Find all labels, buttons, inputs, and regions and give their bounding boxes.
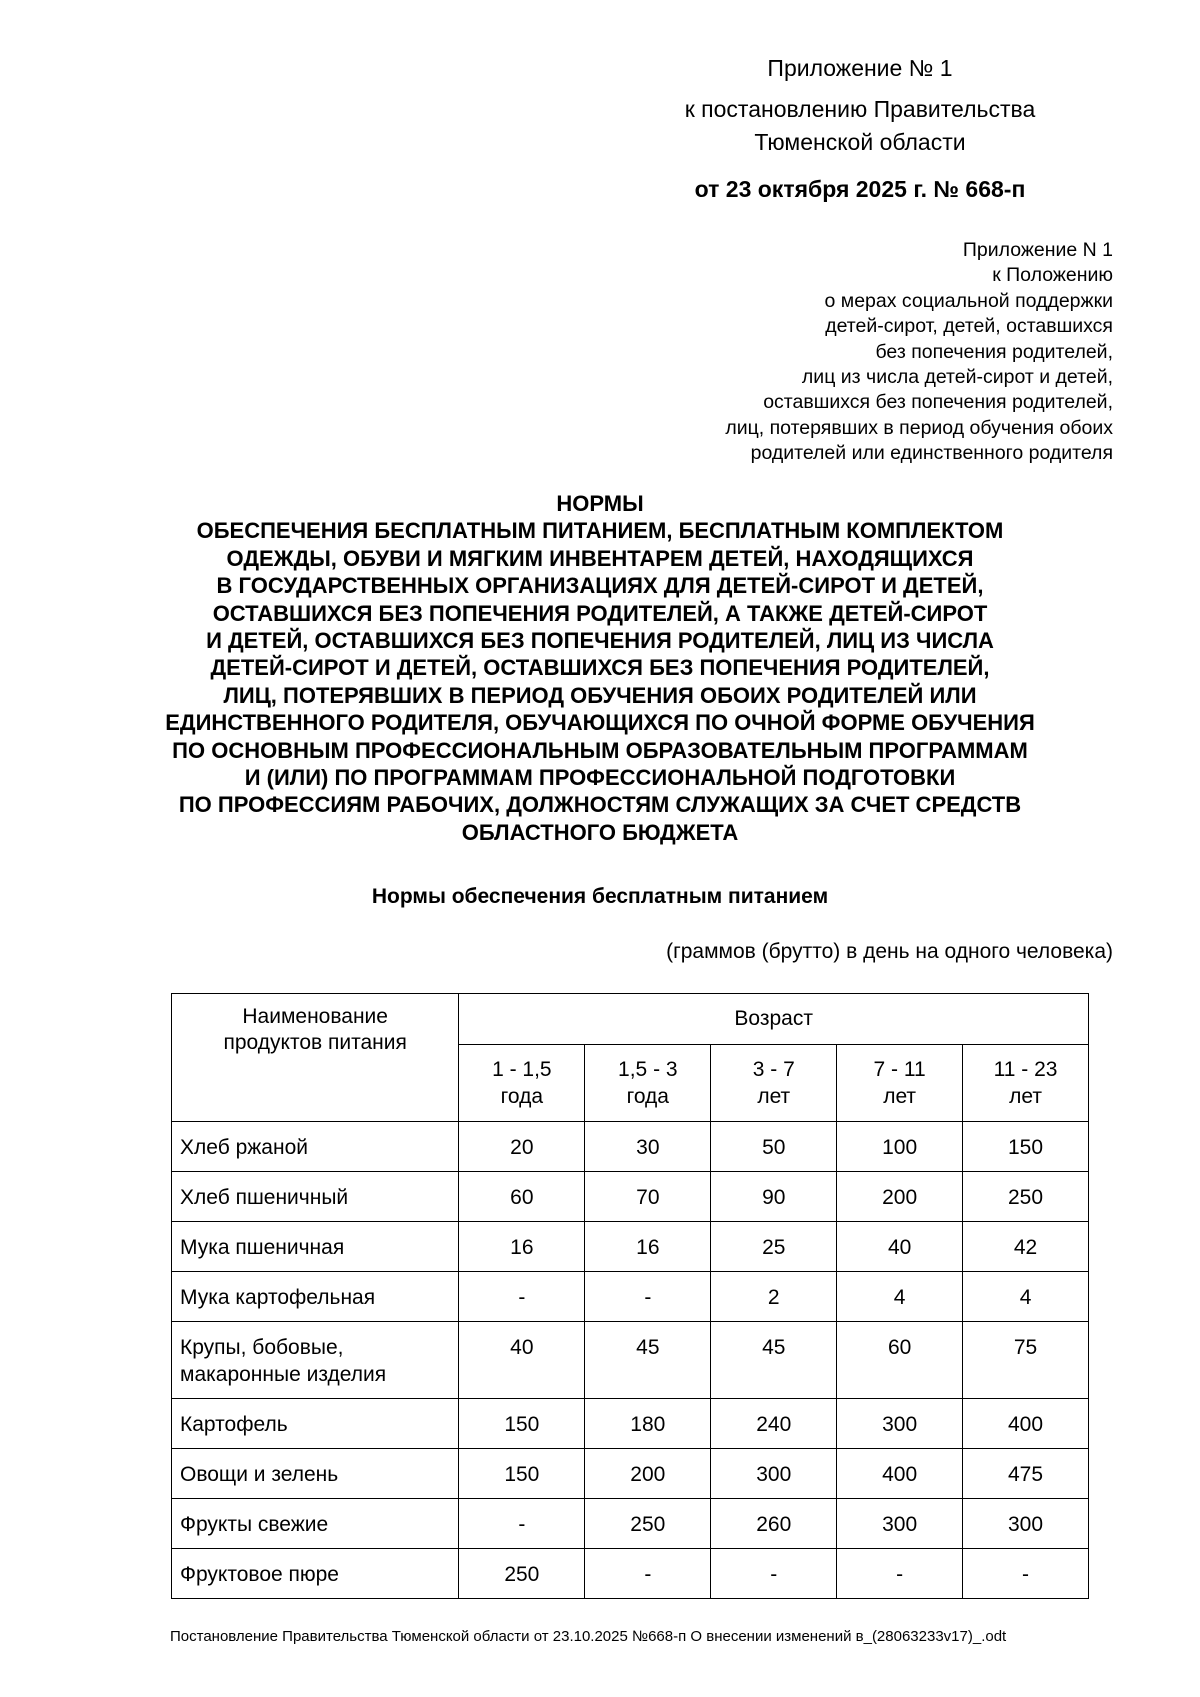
product-name-line: Мука пшеничная (180, 1236, 345, 1259)
norm-value: 30 (585, 1122, 711, 1172)
position-line: оставшихся без попечения родителей, (763, 391, 1113, 414)
table-row (172, 1449, 1089, 1499)
norm-value: 70 (585, 1172, 711, 1222)
norm-value: 25 (711, 1222, 837, 1272)
norm-value: 400 (837, 1449, 963, 1499)
resolution-line-1: к постановлению Правительства (684, 96, 1036, 122)
table-row (172, 1399, 1089, 1449)
table-header-row (172, 994, 1089, 1045)
product-name-line: Картофель (180, 1413, 288, 1436)
product-name-line: Фруктовое пюре (180, 1563, 339, 1586)
norm-value: - (585, 1272, 711, 1322)
norm-value: 4 (837, 1272, 963, 1322)
table-row (172, 1222, 1089, 1272)
norm-value: 200 (585, 1449, 711, 1499)
title-line: В ГОСУДАРСТВЕННЫХ ОРГАНИЗАЦИЯХ ДЛЯ ДЕТЕЙ-СИРОТ И ДЕТЕЙ, (216, 573, 984, 599)
age-column-header (963, 1045, 1089, 1122)
norm-value: 16 (459, 1222, 585, 1272)
norm-value: 150 (459, 1449, 585, 1499)
age-column-header (585, 1045, 711, 1122)
appendix-header (600, 52, 1120, 206)
product-name-header-line-1: Наименование (242, 1005, 388, 1028)
table-row (172, 1272, 1089, 1322)
position-line: лиц, потерявших в период обучения обоих (725, 416, 1113, 439)
product-name (172, 1549, 459, 1599)
title-line: ЛИЦ, ПОТЕРЯВШИХ В ПЕРИОД ОБУЧЕНИЯ ОБОИХ РОДИТЕЛЕЙ ИЛИ (223, 682, 977, 708)
age-range: 11 - 23 (993, 1058, 1058, 1081)
product-name (172, 1222, 459, 1272)
product-name-line: Хлеб ржаной (180, 1136, 308, 1159)
title-line: ОБЕСПЕЧЕНИЯ БЕСПЛАТНЫМ ПИТАНИЕМ, БЕСПЛАТНЫМ КОМПЛЕКТОМ (196, 518, 1004, 544)
title-line: ОБЛАСТНОГО БЮДЖЕТА (461, 819, 739, 845)
norm-value: 260 (711, 1499, 837, 1549)
product-name-line: Овощи и зелень (180, 1463, 339, 1486)
norm-value: 475 (963, 1449, 1089, 1499)
product-name (172, 1449, 459, 1499)
product-name-header (172, 994, 459, 1122)
product-name-header-line-2: продуктов питания (223, 1031, 407, 1054)
age-unit: лет (1009, 1085, 1042, 1108)
position-line: к Положению (992, 264, 1113, 287)
norm-value: 100 (837, 1122, 963, 1172)
norm-value: 250 (963, 1172, 1089, 1222)
norm-value: - (459, 1499, 585, 1549)
product-name (172, 1122, 459, 1172)
product-name (172, 1272, 459, 1322)
product-name (172, 1499, 459, 1549)
norm-value: 180 (585, 1399, 711, 1449)
units-note: (граммов (брутто) в день на одного человека) (666, 940, 1113, 963)
norm-value: 250 (459, 1549, 585, 1599)
table-row (172, 1172, 1089, 1222)
norm-value: - (963, 1549, 1089, 1599)
resolution-line-2: Тюменской области (754, 129, 966, 155)
document-title (150, 490, 1050, 846)
title-line: ЕДИНСТВЕННОГО РОДИТЕЛЯ, ОБУЧАЮЩИХСЯ ПО ОЧНОЙ ФОРМЕ ОБУЧЕНИЯ (165, 710, 1035, 736)
position-line: Приложение N 1 (962, 239, 1113, 261)
age-unit: лет (757, 1085, 791, 1108)
norm-value: 200 (837, 1172, 963, 1222)
title-line: ДЕТЕЙ-СИРОТ И ДЕТЕЙ, ОСТАВШИХСЯ БЕЗ ПОПЕЧЕНИЯ РОДИТЕЛЕЙ, (210, 655, 990, 681)
norm-value: - (585, 1549, 711, 1599)
product-name-line: Фрукты свежие (180, 1513, 329, 1536)
norm-value: 50 (711, 1122, 837, 1172)
product-name-line: макаронные изделия (180, 1363, 387, 1386)
food-norms-table (171, 993, 1089, 1599)
norm-value: 75 (963, 1322, 1089, 1399)
title-line: И (ИЛИ) ПО ПРОГРАММАМ ПРОФЕССИОНАЛЬНОЙ ПОДГОТОВКИ (244, 765, 956, 791)
age-range: 1,5 - 3 (618, 1058, 678, 1081)
norm-value: 42 (963, 1222, 1089, 1272)
norm-value: 20 (459, 1122, 585, 1172)
table-row (172, 1499, 1089, 1549)
title-line: ОСТАВШИХСЯ БЕЗ ПОПЕЧЕНИЯ РОДИТЕЛЕЙ, А ТАКЖЕ ДЕТЕЙ-СИРОТ (212, 600, 988, 626)
norm-value: 16 (585, 1222, 711, 1272)
norm-value: 150 (459, 1399, 585, 1449)
resolution-date-number: от 23 октября 2025 г. № 668-п (694, 176, 1026, 202)
norm-value: 150 (963, 1122, 1089, 1172)
norm-value: - (711, 1549, 837, 1599)
age-unit: лет (883, 1085, 917, 1108)
product-name-line: Хлеб пшеничный (180, 1186, 349, 1209)
norm-value: 300 (711, 1449, 837, 1499)
norm-value: 4 (963, 1272, 1089, 1322)
norm-value: 45 (711, 1322, 837, 1399)
title-line: ПО ПРОФЕССИЯМ РАБОЧИХ, ДОЛЖНОСТЯМ СЛУЖАЩИХ ЗА СЧЕТ СРЕДСТВ (178, 792, 1022, 818)
position-line: детей-сирот, детей, оставшихся (825, 315, 1113, 338)
product-name (172, 1322, 459, 1399)
age-range: 7 - 11 (873, 1058, 926, 1081)
norm-value: 45 (585, 1322, 711, 1399)
product-name-line: Крупы, бобовые, (180, 1336, 344, 1359)
norm-value: 40 (459, 1322, 585, 1399)
norm-value: 90 (711, 1172, 837, 1222)
table-row (172, 1322, 1089, 1399)
table-row (172, 1122, 1089, 1172)
position-line: родителей или единственного родителя (750, 442, 1113, 465)
section-subtitle: Нормы обеспечения бесплатным питанием (371, 885, 829, 908)
age-unit: года (626, 1085, 669, 1108)
age-header: Возраст (459, 994, 1089, 1045)
norm-value: 40 (837, 1222, 963, 1272)
norm-value: 2 (711, 1272, 837, 1322)
norm-value: 300 (963, 1499, 1089, 1549)
norm-value: - (837, 1549, 963, 1599)
age-unit: года (500, 1085, 544, 1108)
title-line: И ДЕТЕЙ, ОСТАВШИХСЯ БЕЗ ПОПЕЧЕНИЯ РОДИТЕЛЕЙ, ЛИЦ ИЗ ЧИСЛА (206, 628, 994, 654)
title-line: НОРМЫ (556, 491, 644, 516)
norm-value: 60 (837, 1322, 963, 1399)
appendix-number: Приложение № 1 (767, 55, 953, 81)
norm-value: 300 (837, 1499, 963, 1549)
norm-value: 300 (837, 1399, 963, 1449)
age-column-header (711, 1045, 837, 1122)
age-range: 3 - 7 (752, 1058, 795, 1081)
norm-value: - (459, 1272, 585, 1322)
title-line: ПО ОСНОВНЫМ ПРОФЕССИОНАЛЬНЫМ ОБРАЗОВАТЕЛЬНЫМ ПРОГРАММАМ (172, 737, 1028, 763)
age-range: 1 - 1,5 (492, 1058, 552, 1081)
product-name (172, 1399, 459, 1449)
position-line: о мерах социальной поддержки (824, 289, 1113, 312)
regulation-appendix-block (725, 238, 1113, 467)
norm-value: 400 (963, 1399, 1089, 1449)
title-line: ОДЕЖДЫ, ОБУВИ И МЯГКИМ ИНВЕНТАРЕМ ДЕТЕЙ, НАХОДЯЩИХСЯ (226, 545, 974, 571)
age-column-header (459, 1045, 585, 1122)
product-name (172, 1172, 459, 1222)
document-footer: Постановление Правительства Тюменской области от 23.10.2025 №668-п О внесении изменений в_(28063233v17)_.odt (170, 1628, 1007, 1645)
norm-value: 250 (585, 1499, 711, 1549)
table-row (172, 1549, 1089, 1599)
norm-value: 60 (459, 1172, 585, 1222)
age-column-header (837, 1045, 963, 1122)
norm-value: 240 (711, 1399, 837, 1449)
position-line: без попечения родителей, (875, 340, 1113, 363)
position-line: лиц из числа детей-сирот и детей, (801, 366, 1113, 389)
product-name-line: Мука картофельная (180, 1286, 376, 1309)
